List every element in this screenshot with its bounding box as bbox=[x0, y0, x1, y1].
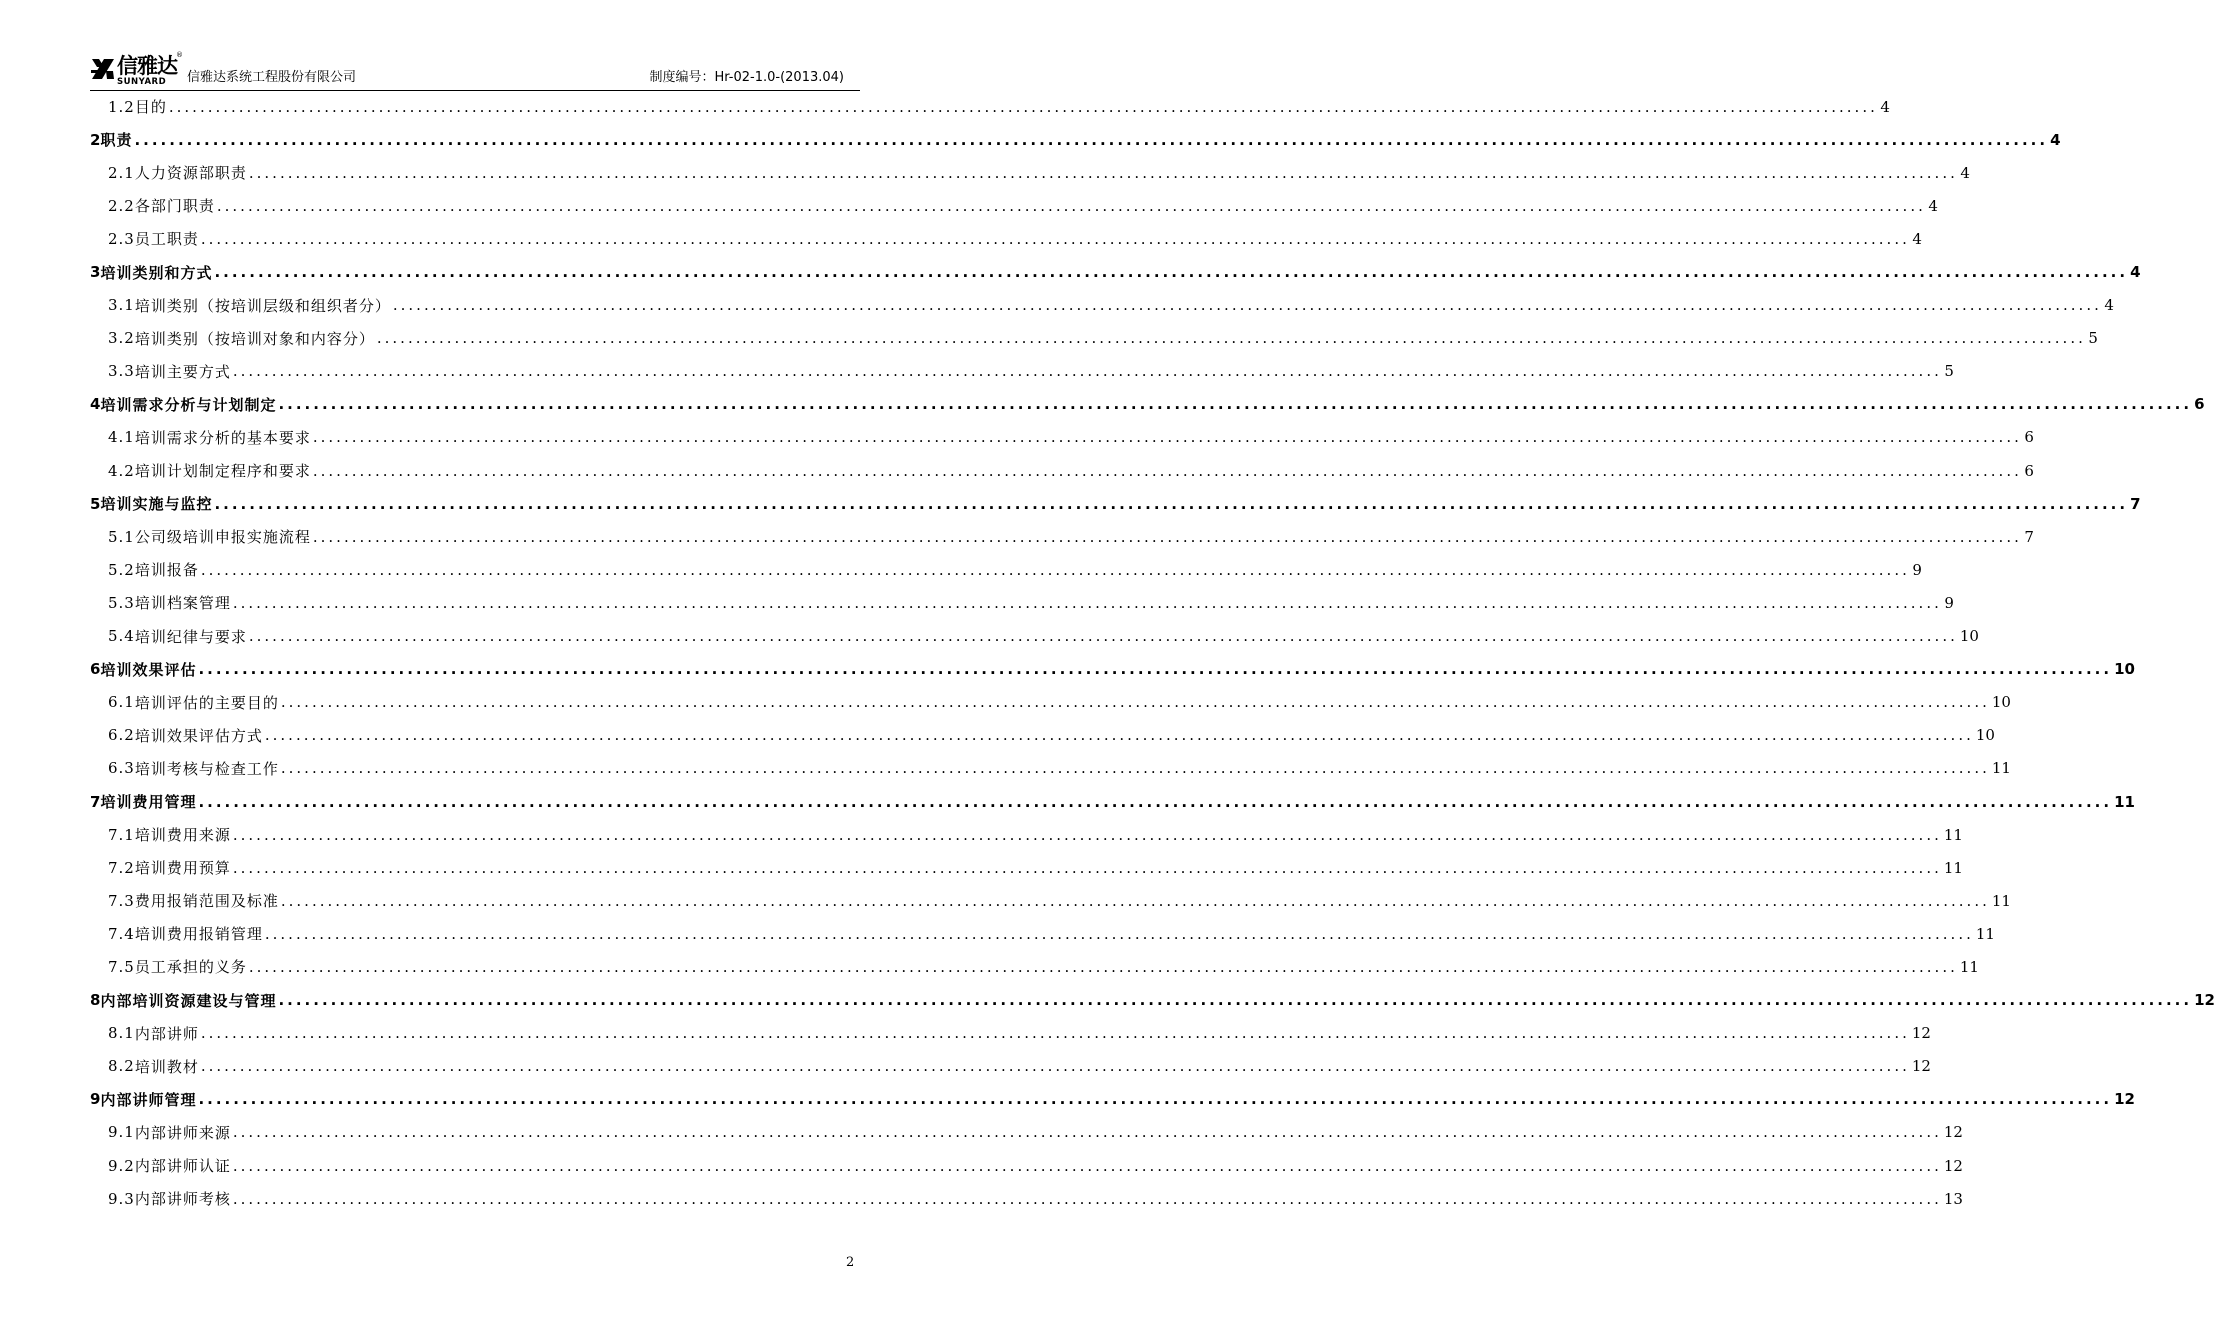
toc-entry-number: 9 bbox=[90, 1090, 101, 1109]
toc-leader-dots: ............................................................................................................................................................................................................................ bbox=[280, 891, 1990, 910]
logo-english-text: SUNYARD bbox=[117, 77, 167, 87]
toc-leader-dots: ............................................................................................................................................................................................................................ bbox=[232, 858, 1942, 877]
toc-entry-title: 培训效果评估方式 bbox=[134, 726, 263, 745]
toc-leader-dots: ............................................................................................................................................................................................................................ bbox=[248, 957, 1958, 976]
toc-leader-dots: ............................................................................................................................................................................................................................ bbox=[278, 991, 2193, 1010]
toc-entry-page: 4 bbox=[1880, 97, 1890, 116]
sunyard-logo bbox=[90, 51, 185, 88]
toc-entry-page: 11 bbox=[1991, 759, 2011, 778]
toc-entry[interactable] bbox=[90, 123, 2061, 156]
toc-leader-dots: ............................................................................................................................................................................................................................ bbox=[232, 593, 1942, 612]
toc-entry-title: 培训费用预算 bbox=[134, 859, 231, 878]
toc-entry-page: 11 bbox=[1991, 891, 2011, 910]
toc-leader-dots: ............................................................................................................................................................................................................................ bbox=[264, 726, 1974, 745]
toc-entry[interactable] bbox=[90, 851, 1963, 884]
toc-entry-number: 8.2 bbox=[108, 1057, 135, 1076]
toc-entry-title: 培训教材 bbox=[134, 1057, 199, 1076]
toc-entry[interactable] bbox=[90, 586, 1954, 619]
toc-entry-title: 内部讲师考核 bbox=[134, 1190, 231, 1209]
toc-leader-dots: ............................................................................................................................................................................................................................ bbox=[232, 1189, 1942, 1208]
toc-entry-page: 6 bbox=[2024, 461, 2034, 480]
toc-entry-number: 3.2 bbox=[108, 329, 135, 348]
toc-entry-page: 12 bbox=[1943, 1156, 1963, 1175]
toc-entry[interactable] bbox=[90, 520, 2034, 553]
toc-entry-number: 7 bbox=[90, 792, 101, 811]
toc-leader-dots: ............................................................................................................................................................................................................................ bbox=[232, 1156, 1942, 1175]
toc-entry-title: 培训报备 bbox=[134, 561, 199, 580]
toc-entry-number: 6 bbox=[90, 660, 101, 679]
toc-entry[interactable] bbox=[90, 355, 1954, 388]
toc-entry[interactable] bbox=[90, 421, 2034, 454]
toc-entry-page: 11 bbox=[2114, 792, 2135, 811]
toc-entry-title: 培训类别（按培训对象和内容分） bbox=[134, 329, 375, 348]
toc-leader-dots: ............................................................................................................................................................................................................................ bbox=[198, 660, 2113, 679]
toc-entry-title: 培训实施与监控 bbox=[100, 495, 213, 514]
toc-entry-page: 4 bbox=[1912, 229, 1922, 248]
toc-entry-title: 培训需求分析与计划制定 bbox=[100, 395, 277, 414]
toc-leader-dots: ............................................................................................................................................................................................................................ bbox=[392, 296, 2102, 315]
toc-entry[interactable] bbox=[90, 884, 2011, 917]
toc-entry[interactable] bbox=[90, 222, 1922, 255]
toc-entry-page: 4 bbox=[2130, 263, 2141, 282]
toc-entry-number: 9.1 bbox=[108, 1123, 135, 1142]
toc-entry[interactable] bbox=[90, 620, 1979, 653]
toc-entry-title: 培训纪律与要求 bbox=[134, 627, 247, 646]
toc-leader-dots: ............................................................................................................................................................................................................................ bbox=[168, 97, 1878, 116]
toc-entry-number: 3 bbox=[90, 263, 101, 282]
toc-entry[interactable] bbox=[90, 950, 1979, 983]
toc-entry-number: 1.2 bbox=[108, 97, 135, 116]
company-name: 信雅达系统工程股份有限公司 bbox=[187, 70, 357, 85]
toc-entry-title: 费用报销范围及标准 bbox=[134, 892, 279, 911]
toc-entry-page: 4 bbox=[1960, 163, 1970, 182]
toc-leader-dots: ............................................................................................................................................................................................................................ bbox=[376, 329, 2086, 348]
toc-entry-number: 6.3 bbox=[108, 759, 135, 778]
toc-entry[interactable] bbox=[90, 1149, 1963, 1182]
toc-entry-title: 内部培训资源建设与管理 bbox=[100, 991, 277, 1010]
toc-entry-page: 10 bbox=[1975, 726, 1995, 745]
toc-entry-page: 11 bbox=[1943, 858, 1963, 877]
toc-leader-dots: ............................................................................................................................................................................................................................ bbox=[214, 494, 2129, 513]
toc-entry-page: 12 bbox=[1943, 1123, 1963, 1142]
toc-entry-number: 3.1 bbox=[108, 296, 135, 315]
toc-entry-title: 职责 bbox=[100, 131, 133, 150]
toc-entry-title: 培训类别和方式 bbox=[100, 263, 213, 282]
toc-leader-dots: ............................................................................................................................................................................................................................ bbox=[232, 1123, 1942, 1142]
toc-entry-number: 8.1 bbox=[108, 1024, 135, 1043]
toc-entry-title: 人力资源部职责 bbox=[134, 164, 247, 183]
toc-entry-number: 7.1 bbox=[108, 825, 135, 844]
toc-entry-title: 内部讲师来源 bbox=[134, 1123, 231, 1142]
toc-entry-page: 10 bbox=[1959, 627, 1979, 646]
toc-entry-page: 7 bbox=[2024, 527, 2034, 546]
toc-entry-page: 12 bbox=[2114, 1090, 2135, 1109]
toc-entry-title: 培训费用管理 bbox=[100, 793, 197, 812]
toc-entry-number: 4.2 bbox=[108, 461, 135, 480]
page-header bbox=[90, 50, 860, 91]
toc-entry-number: 7.3 bbox=[108, 891, 135, 910]
toc-entry-page: 5 bbox=[1944, 362, 1954, 381]
toc-entry-page: 9 bbox=[1912, 560, 1922, 579]
toc-entry-title: 公司级培训申报实施流程 bbox=[134, 528, 311, 547]
toc-entry[interactable] bbox=[90, 255, 2141, 288]
toc-entry-title: 培训主要方式 bbox=[134, 362, 231, 381]
toc-entry-page: 11 bbox=[1943, 825, 1963, 844]
toc-entry[interactable] bbox=[90, 156, 1970, 189]
toc-entry[interactable] bbox=[90, 752, 2011, 785]
toc-leader-dots: ............................................................................................................................................................................................................................ bbox=[200, 1024, 1910, 1043]
toc-leader-dots: ............................................................................................................................................................................................................................ bbox=[232, 825, 1942, 844]
toc-entry-number: 3.3 bbox=[108, 362, 135, 381]
toc-entry-title: 员工职责 bbox=[134, 230, 199, 249]
toc-entry-title: 内部讲师认证 bbox=[134, 1157, 231, 1176]
toc-entry-page: 5 bbox=[2088, 329, 2098, 348]
toc-leader-dots: ............................................................................................................................................................................................................................ bbox=[312, 428, 2022, 447]
toc-leader-dots: ............................................................................................................................................................................................................................ bbox=[248, 163, 1958, 182]
toc-leader-dots: ............................................................................................................................................................................................................................ bbox=[312, 527, 2022, 546]
toc-entry[interactable] bbox=[90, 553, 1922, 586]
toc-entry[interactable] bbox=[90, 686, 2011, 719]
toc-entry[interactable] bbox=[90, 1116, 1963, 1149]
toc-entry[interactable] bbox=[90, 189, 1938, 222]
toc-entry-page: 7 bbox=[2130, 494, 2141, 513]
toc-entry-page: 6 bbox=[2194, 395, 2205, 414]
toc-entry[interactable] bbox=[90, 719, 1995, 752]
toc-entry-page: 4 bbox=[1928, 196, 1938, 215]
toc-entry[interactable] bbox=[90, 1050, 1931, 1083]
toc-entry-title: 培训计划制定程序和要求 bbox=[134, 462, 311, 481]
toc-entry[interactable] bbox=[90, 487, 2141, 520]
toc-entry-number: 2.1 bbox=[108, 163, 135, 182]
toc-leader-dots: ............................................................................................................................................................................................................................ bbox=[216, 196, 1926, 215]
toc-entry-page: 10 bbox=[2114, 660, 2135, 679]
toc-entry[interactable] bbox=[90, 388, 2205, 421]
toc-entry-number: 5.1 bbox=[108, 527, 135, 546]
toc-entry-number: 7.5 bbox=[108, 957, 135, 976]
toc-leader-dots: ............................................................................................................................................................................................................................ bbox=[278, 395, 2193, 414]
toc-leader-dots: ............................................................................................................................................................................................................................ bbox=[280, 693, 1990, 712]
registered-mark: ® bbox=[176, 51, 183, 59]
toc-entry-number: 9.2 bbox=[108, 1156, 135, 1175]
toc-entry-number: 5.3 bbox=[108, 593, 135, 612]
toc-entry-page: 4 bbox=[2050, 130, 2061, 149]
toc-entry-title: 目的 bbox=[134, 98, 167, 117]
toc-entry-title: 员工承担的义务 bbox=[134, 958, 247, 977]
toc-leader-dots: ............................................................................................................................................................................................................................ bbox=[312, 461, 2022, 480]
toc-entry-title: 内部讲师 bbox=[134, 1024, 199, 1043]
toc-entry-number: 5 bbox=[90, 494, 101, 513]
toc-entry[interactable] bbox=[90, 1182, 1963, 1215]
toc-leader-dots: ............................................................................................................................................................................................................................ bbox=[200, 560, 1910, 579]
toc-entry-page: 10 bbox=[1991, 693, 2011, 712]
toc-entry-page: 12 bbox=[2194, 991, 2215, 1010]
toc-entry-title: 培训费用来源 bbox=[134, 826, 231, 845]
toc-entry-title: 培训评估的主要目的 bbox=[134, 693, 279, 712]
toc-entry-number: 7.2 bbox=[108, 858, 135, 877]
toc-entry-number: 9.3 bbox=[108, 1189, 135, 1208]
toc-entry-title: 培训费用报销管理 bbox=[134, 925, 263, 944]
table-of-contents bbox=[90, 90, 2215, 1215]
toc-entry-page: 11 bbox=[1975, 924, 1995, 943]
toc-entry-number: 2.2 bbox=[108, 196, 135, 215]
toc-entry-number: 6.2 bbox=[108, 726, 135, 745]
toc-entry-title: 内部讲师管理 bbox=[100, 1090, 197, 1109]
page-number: 2 bbox=[846, 1255, 855, 1270]
toc-leader-dots: ............................................................................................................................................................................................................................ bbox=[200, 1057, 1910, 1076]
toc-entry-page: 4 bbox=[2104, 296, 2114, 315]
toc-entry-page: 12 bbox=[1911, 1057, 1931, 1076]
toc-entry[interactable] bbox=[90, 454, 2034, 487]
toc-leader-dots: ............................................................................................................................................................................................................................ bbox=[200, 229, 1910, 248]
toc-entry-title: 培训类别（按培训层级和组织者分） bbox=[134, 296, 391, 315]
toc-leader-dots: ............................................................................................................................................................................................................................ bbox=[134, 130, 2049, 149]
toc-entry[interactable] bbox=[90, 90, 1890, 123]
toc-leader-dots: ............................................................................................................................................................................................................................ bbox=[198, 792, 2113, 811]
toc-leader-dots: ............................................................................................................................................................................................................................ bbox=[248, 627, 1958, 646]
toc-entry[interactable] bbox=[90, 1083, 2135, 1116]
toc-entry[interactable] bbox=[90, 818, 1963, 851]
toc-entry[interactable] bbox=[90, 653, 2135, 686]
toc-entry-page: 11 bbox=[1959, 957, 1979, 976]
toc-entry-title: 培训档案管理 bbox=[134, 594, 231, 613]
toc-entry-title: 培训需求分析的基本要求 bbox=[134, 428, 311, 447]
toc-entry[interactable] bbox=[90, 917, 1995, 950]
toc-entry[interactable] bbox=[90, 322, 2098, 355]
toc-entry-number: 4.1 bbox=[108, 428, 135, 447]
logo-chinese-text: 信雅达 bbox=[117, 54, 177, 78]
toc-leader-dots: ............................................................................................................................................................................................................................ bbox=[232, 362, 1942, 381]
toc-entry-number: 2.3 bbox=[108, 229, 135, 248]
toc-entry-page: 6 bbox=[2024, 428, 2034, 447]
document-number: 制度编号：Hr-02-1.0-(2013.04) bbox=[649, 70, 844, 85]
toc-entry-number: 8 bbox=[90, 991, 101, 1010]
toc-leader-dots: ............................................................................................................................................................................................................................ bbox=[264, 924, 1974, 943]
toc-entry-number: 4 bbox=[90, 395, 101, 414]
toc-entry[interactable] bbox=[90, 984, 2215, 1017]
toc-entry-page: 12 bbox=[1911, 1024, 1931, 1043]
toc-entry-number: 5.4 bbox=[108, 627, 135, 646]
toc-entry-number: 2 bbox=[90, 130, 101, 149]
toc-leader-dots: ............................................................................................................................................................................................................................ bbox=[280, 759, 1990, 778]
toc-entry-number: 5.2 bbox=[108, 560, 135, 579]
toc-entry[interactable] bbox=[90, 785, 2135, 818]
toc-entry-title: 各部门职责 bbox=[134, 197, 215, 216]
toc-leader-dots: ............................................................................................................................................................................................................................ bbox=[198, 1090, 2113, 1109]
sunyard-logo-mark-icon bbox=[90, 56, 116, 82]
toc-entry[interactable] bbox=[90, 1017, 1931, 1050]
toc-entry[interactable] bbox=[90, 289, 2114, 322]
toc-entry-page: 13 bbox=[1943, 1189, 1963, 1208]
toc-entry-number: 7.4 bbox=[108, 924, 135, 943]
toc-entry-page: 9 bbox=[1944, 593, 1954, 612]
toc-entry-title: 培训考核与检查工作 bbox=[134, 759, 279, 778]
toc-leader-dots: ............................................................................................................................................................................................................................ bbox=[214, 263, 2129, 282]
toc-entry-number: 6.1 bbox=[108, 693, 135, 712]
toc-entry-title: 培训效果评估 bbox=[100, 660, 197, 679]
